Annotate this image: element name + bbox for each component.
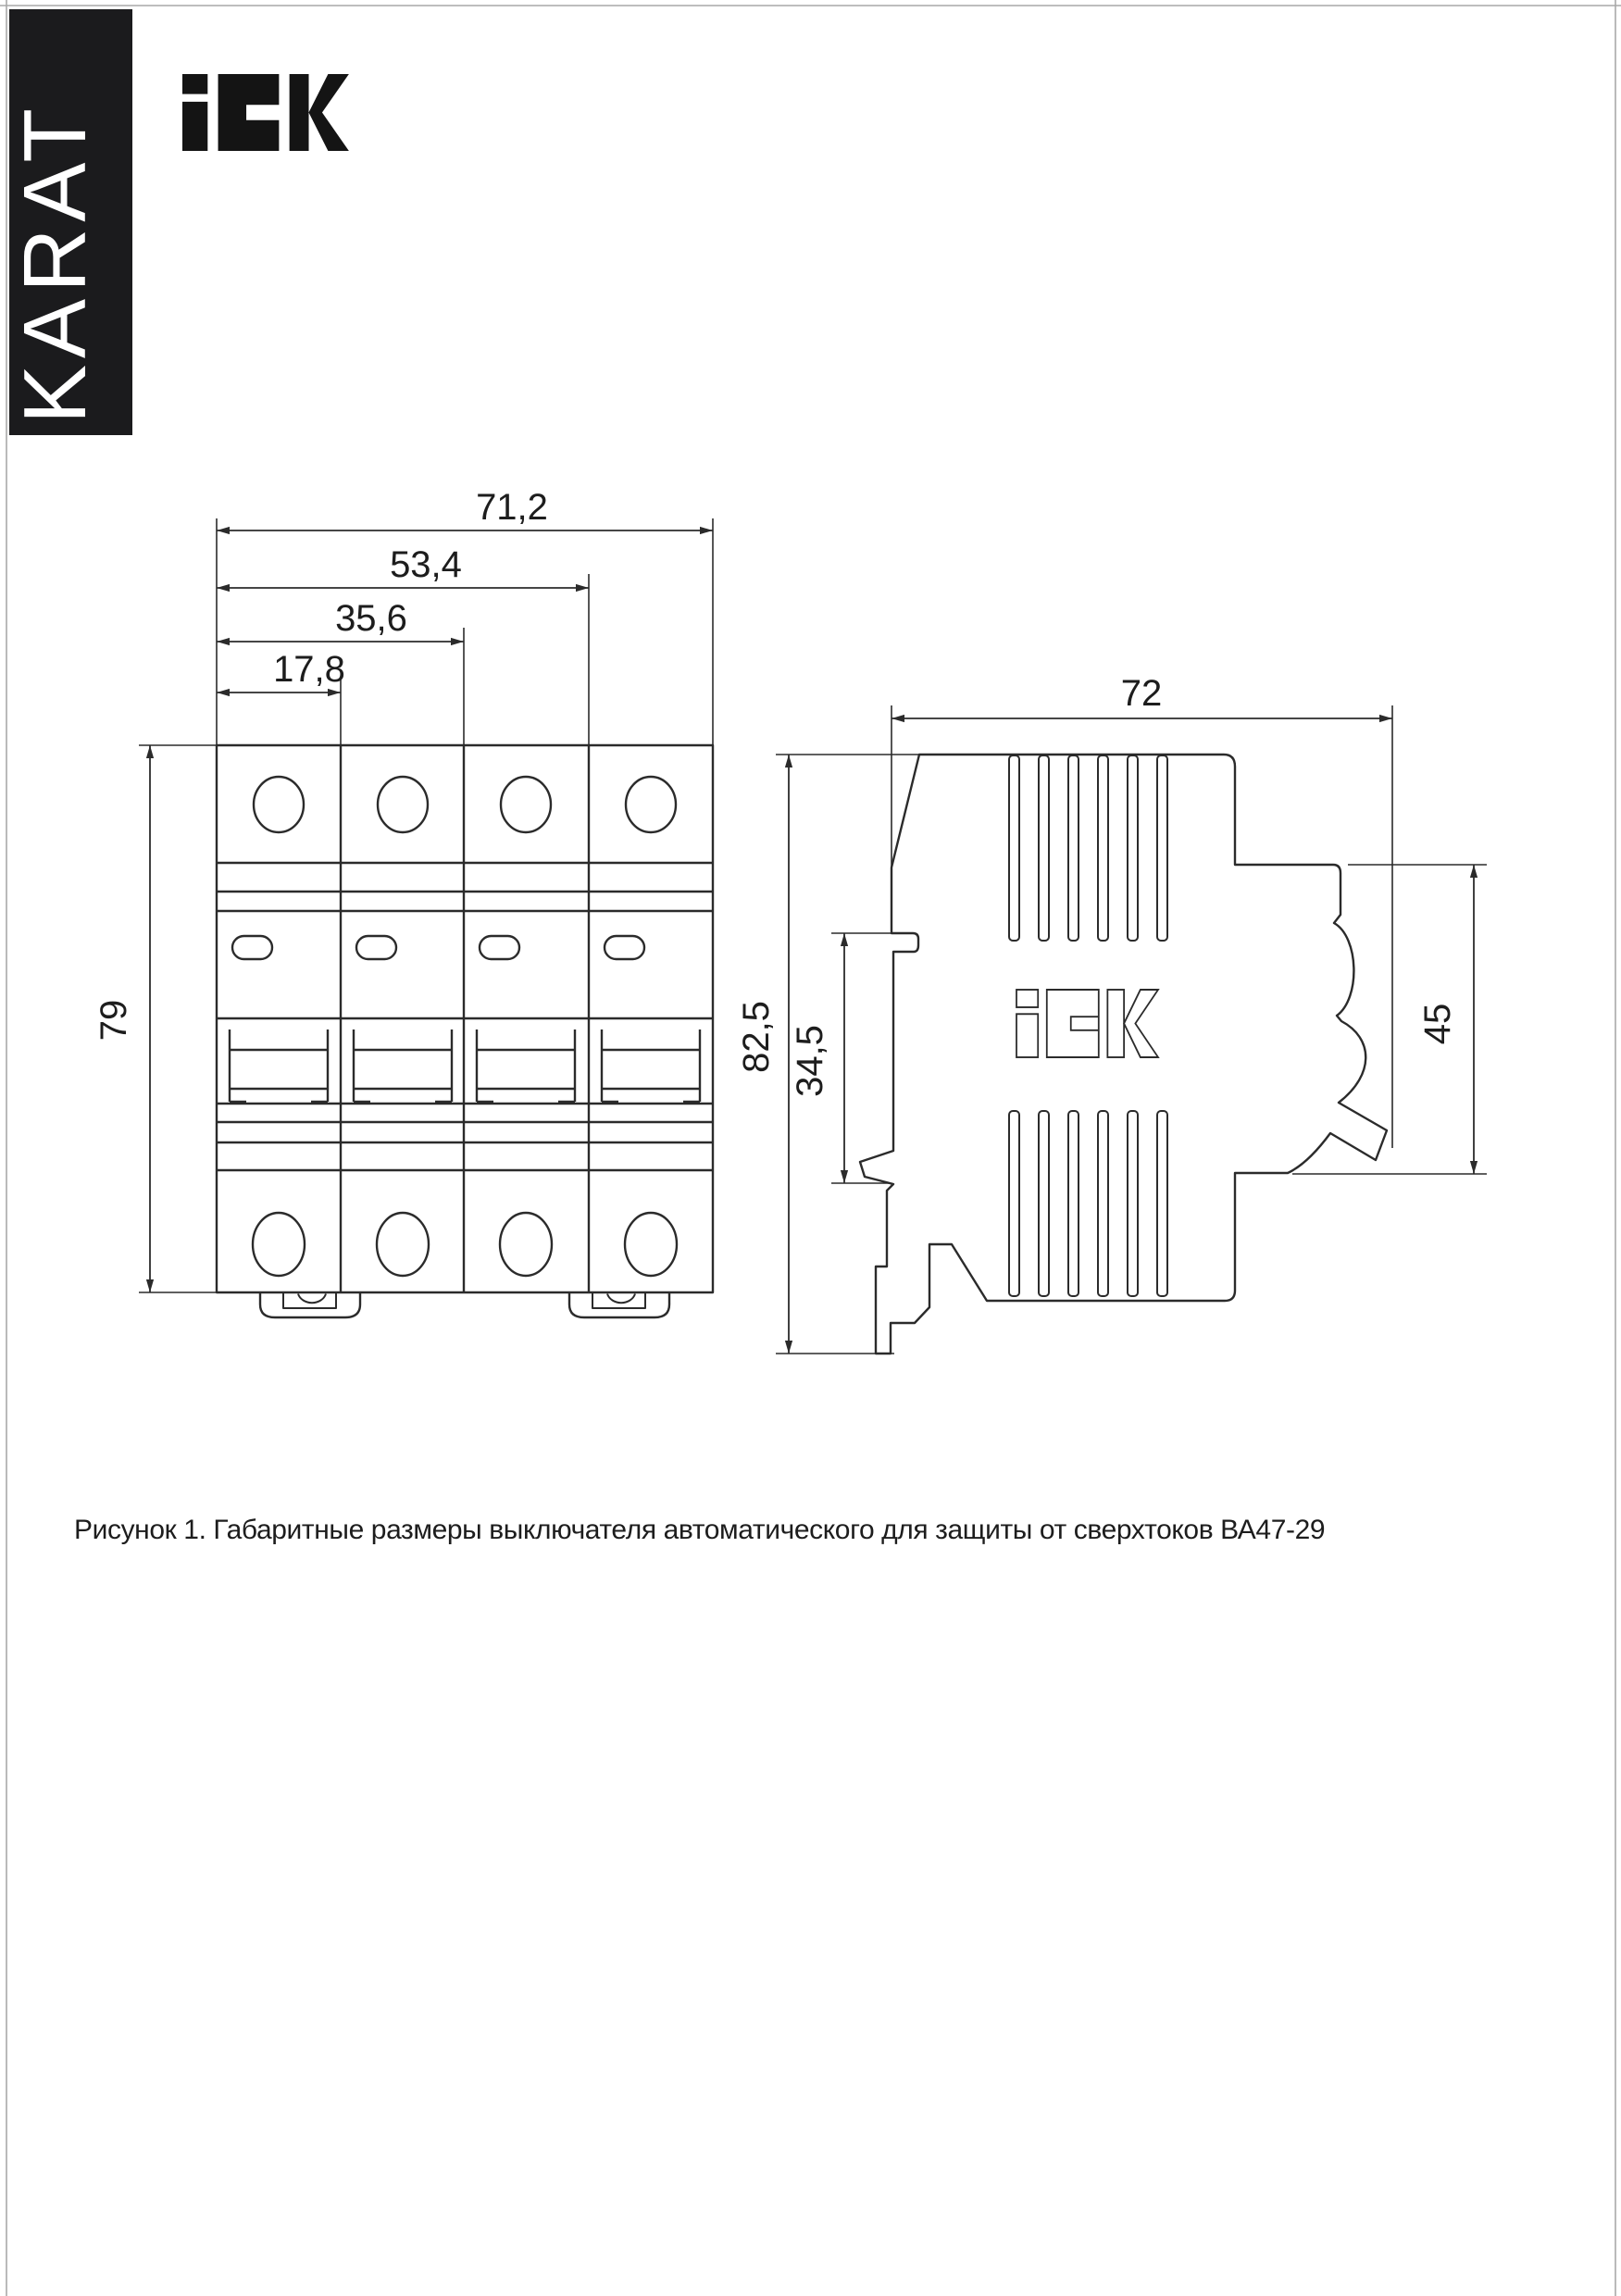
figure-caption: Рисунок 1. Габаритные размеры выключателя автоматического для защиты от сверхтоков ВА47-29 (74, 1515, 1326, 1545)
dim-label-72: 72 (1120, 673, 1163, 714)
din-clip-right (569, 1292, 669, 1317)
karat-label: KARAT (6, 102, 105, 424)
ventilation-slots-bottom (1009, 1111, 1167, 1296)
ventilation-slots-top (1009, 755, 1167, 941)
module-4 (602, 777, 700, 1276)
dim-label-17-8: 17,8 (273, 649, 345, 690)
dim-label-79: 79 (94, 999, 134, 1042)
module-2 (354, 777, 452, 1276)
iek-logo-embossed (1016, 990, 1158, 1057)
module-1 (230, 777, 328, 1276)
side-view-drawing (736, 673, 1487, 1354)
dim-label-53-4: 53,4 (390, 544, 462, 585)
dim-label-82-5: 82,5 (736, 1001, 777, 1073)
din-clip-left (260, 1292, 360, 1317)
front-view-drawing (94, 487, 713, 1317)
module-3 (477, 777, 575, 1276)
dim-label-45: 45 (1417, 1003, 1458, 1045)
dim-label-71-2: 71,2 (476, 487, 548, 528)
dim-label-35-6: 35,6 (335, 598, 407, 639)
iek-logo-header (182, 74, 349, 151)
karat-banner (6, 9, 132, 435)
dim-label-34-5: 34,5 (790, 1025, 830, 1097)
front-view-dimensions (94, 487, 713, 1292)
